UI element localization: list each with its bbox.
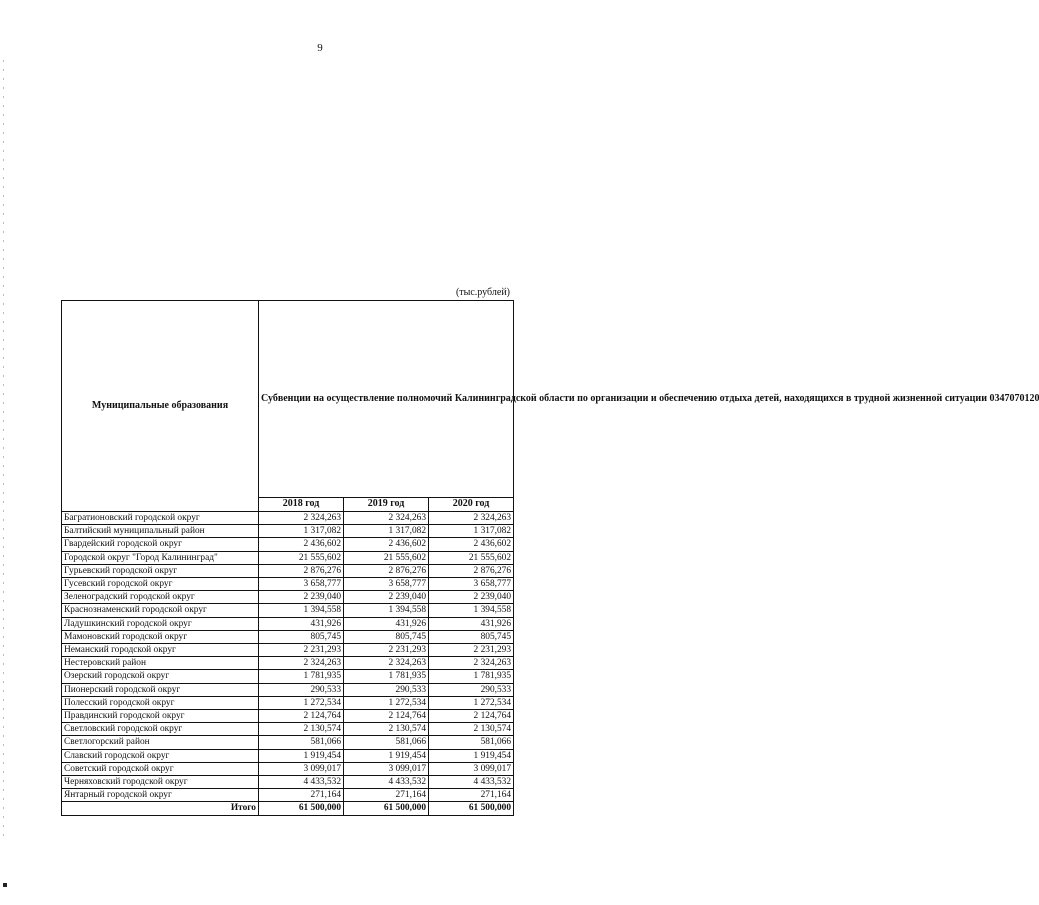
value-2019: 431,926 xyxy=(344,617,429,630)
value-2019: 2 124,764 xyxy=(344,710,429,723)
value-2020: 431,926 xyxy=(429,617,514,630)
value-2019: 4 433,532 xyxy=(344,776,429,789)
value-2020: 1 272,534 xyxy=(429,696,514,709)
value-2019: 2 239,040 xyxy=(344,591,429,604)
value-2020: 2 231,293 xyxy=(429,644,514,657)
municipality-name: Гвардейский городской округ xyxy=(62,538,259,551)
value-2018: 805,745 xyxy=(259,630,344,643)
table-row xyxy=(62,538,514,551)
value-2018: 2 324,263 xyxy=(259,657,344,670)
value-2019: 2 876,276 xyxy=(344,564,429,577)
subvention-table xyxy=(61,300,1039,816)
municipality-name: Гусевский городской округ xyxy=(62,578,259,591)
table-body xyxy=(62,512,514,816)
value-2020: 2 324,263 xyxy=(429,512,514,525)
value-2018: 2 239,040 xyxy=(259,591,344,604)
table-row xyxy=(62,762,514,775)
table-row xyxy=(62,683,514,696)
value-2020: 290,533 xyxy=(429,683,514,696)
municipality-name: Гурьевский городской округ xyxy=(62,564,259,577)
total-value-2020: 61 500,000 xyxy=(429,802,514,815)
value-2020: 1 919,454 xyxy=(429,749,514,762)
page-number: 9 xyxy=(317,42,323,54)
value-2020: 2 876,276 xyxy=(429,564,514,577)
value-2019: 271,164 xyxy=(344,789,429,802)
value-2020: 2 324,263 xyxy=(429,657,514,670)
table-row xyxy=(62,551,514,564)
table-row xyxy=(62,749,514,762)
value-2019: 2 130,574 xyxy=(344,723,429,736)
scan-mark xyxy=(3,883,7,887)
table-row xyxy=(62,736,514,749)
municipality-name: Краснознаменский городской округ xyxy=(62,604,259,617)
value-2019: 3 658,777 xyxy=(344,578,429,591)
value-2019: 1 919,454 xyxy=(344,749,429,762)
total-row xyxy=(62,802,514,815)
municipality-name: Зеленоградский городской округ xyxy=(62,591,259,604)
value-2018: 2 124,764 xyxy=(259,710,344,723)
table-row xyxy=(62,776,514,789)
table-row xyxy=(62,578,514,591)
municipality-name: Балтийский муниципальный район xyxy=(62,525,259,538)
header-municipalities: Муниципальные образования xyxy=(62,301,259,512)
total-value-2019: 61 500,000 xyxy=(344,802,429,815)
municipality-name: Багратионовский городской округ xyxy=(62,512,259,525)
value-2018: 581,066 xyxy=(259,736,344,749)
table-row xyxy=(62,591,514,604)
value-2020: 3 658,777 xyxy=(429,578,514,591)
value-2018: 2 876,276 xyxy=(259,564,344,577)
value-2018: 1 394,558 xyxy=(259,604,344,617)
value-2020: 2 436,602 xyxy=(429,538,514,551)
value-2020: 3 099,017 xyxy=(429,762,514,775)
municipality-name: Полесский городской округ xyxy=(62,696,259,709)
table-row xyxy=(62,670,514,683)
value-2020: 271,164 xyxy=(429,789,514,802)
table-row xyxy=(62,710,514,723)
value-2019: 581,066 xyxy=(344,736,429,749)
municipality-name: Озерский городской округ xyxy=(62,670,259,683)
header-year-2019: 2019 год xyxy=(344,498,429,512)
value-2019: 805,745 xyxy=(344,630,429,643)
unit-note: (тыс.рублей) xyxy=(455,287,510,298)
municipality-name: Светлогорский район xyxy=(62,736,259,749)
value-2018: 3 099,017 xyxy=(259,762,344,775)
value-2018: 1 781,935 xyxy=(259,670,344,683)
table-row xyxy=(62,696,514,709)
municipality-name: Неманский городской округ xyxy=(62,644,259,657)
table-row xyxy=(62,644,514,657)
value-2019: 21 555,602 xyxy=(344,551,429,564)
municipality-name: Славский городской округ xyxy=(62,749,259,762)
municipality-name: Советский городской округ xyxy=(62,762,259,775)
value-2018: 1 317,082 xyxy=(259,525,344,538)
table-row xyxy=(62,604,514,617)
municipality-name: Мамоновский городской округ xyxy=(62,630,259,643)
table-row xyxy=(62,630,514,643)
municipality-name: Черняховский городской округ xyxy=(62,776,259,789)
municipality-name: Пионерский городской округ xyxy=(62,683,259,696)
header-subvention: Субвенции на осуществление полномочий Калининградской области по организации и обеспечению отдыха детей, находящихся в трудной жизненной ситуации 0347070120 xyxy=(259,301,514,498)
municipality-name: Правдинский городской округ xyxy=(62,710,259,723)
value-2018: 21 555,602 xyxy=(259,551,344,564)
value-2018: 271,164 xyxy=(259,789,344,802)
value-2018: 2 231,293 xyxy=(259,644,344,657)
municipality-name: Светловский городской округ xyxy=(62,723,259,736)
value-2018: 2 130,574 xyxy=(259,723,344,736)
value-2020: 4 433,532 xyxy=(429,776,514,789)
value-2019: 1 272,534 xyxy=(344,696,429,709)
value-2019: 1 394,558 xyxy=(344,604,429,617)
value-2020: 805,745 xyxy=(429,630,514,643)
value-2019: 1 781,935 xyxy=(344,670,429,683)
value-2018: 3 658,777 xyxy=(259,578,344,591)
value-2019: 3 099,017 xyxy=(344,762,429,775)
municipality-name: Нестеровский район xyxy=(62,657,259,670)
total-value-2018: 61 500,000 xyxy=(259,802,344,815)
table-row xyxy=(62,512,514,525)
table-row xyxy=(62,525,514,538)
table-row xyxy=(62,789,514,802)
value-2018: 1 272,534 xyxy=(259,696,344,709)
value-2020: 2 124,764 xyxy=(429,710,514,723)
scan-edge-artifact xyxy=(3,60,4,840)
municipality-name: Городской округ "Город Калининград" xyxy=(62,551,259,564)
municipality-name: Янтарный городской округ xyxy=(62,789,259,802)
value-2019: 2 436,602 xyxy=(344,538,429,551)
total-label: Итого xyxy=(62,802,259,815)
value-2020: 2 239,040 xyxy=(429,591,514,604)
value-2018: 431,926 xyxy=(259,617,344,630)
value-2018: 2 436,602 xyxy=(259,538,344,551)
value-2019: 2 324,263 xyxy=(344,512,429,525)
table-row xyxy=(62,617,514,630)
municipality-name: Ладушкинский городской округ xyxy=(62,617,259,630)
value-2020: 581,066 xyxy=(429,736,514,749)
value-2018: 4 433,532 xyxy=(259,776,344,789)
table-row xyxy=(62,564,514,577)
table-row xyxy=(62,723,514,736)
header-year-2018: 2018 год xyxy=(259,498,344,512)
value-2020: 1 394,558 xyxy=(429,604,514,617)
value-2019: 290,533 xyxy=(344,683,429,696)
value-2018: 1 919,454 xyxy=(259,749,344,762)
value-2020: 21 555,602 xyxy=(429,551,514,564)
header-year-2020: 2020 год xyxy=(429,498,514,512)
value-2018: 290,533 xyxy=(259,683,344,696)
value-2019: 2 324,263 xyxy=(344,657,429,670)
value-2020: 1 781,935 xyxy=(429,670,514,683)
value-2018: 2 324,263 xyxy=(259,512,344,525)
value-2020: 1 317,082 xyxy=(429,525,514,538)
value-2019: 1 317,082 xyxy=(344,525,429,538)
table-row xyxy=(62,657,514,670)
value-2019: 2 231,293 xyxy=(344,644,429,657)
value-2020: 2 130,574 xyxy=(429,723,514,736)
